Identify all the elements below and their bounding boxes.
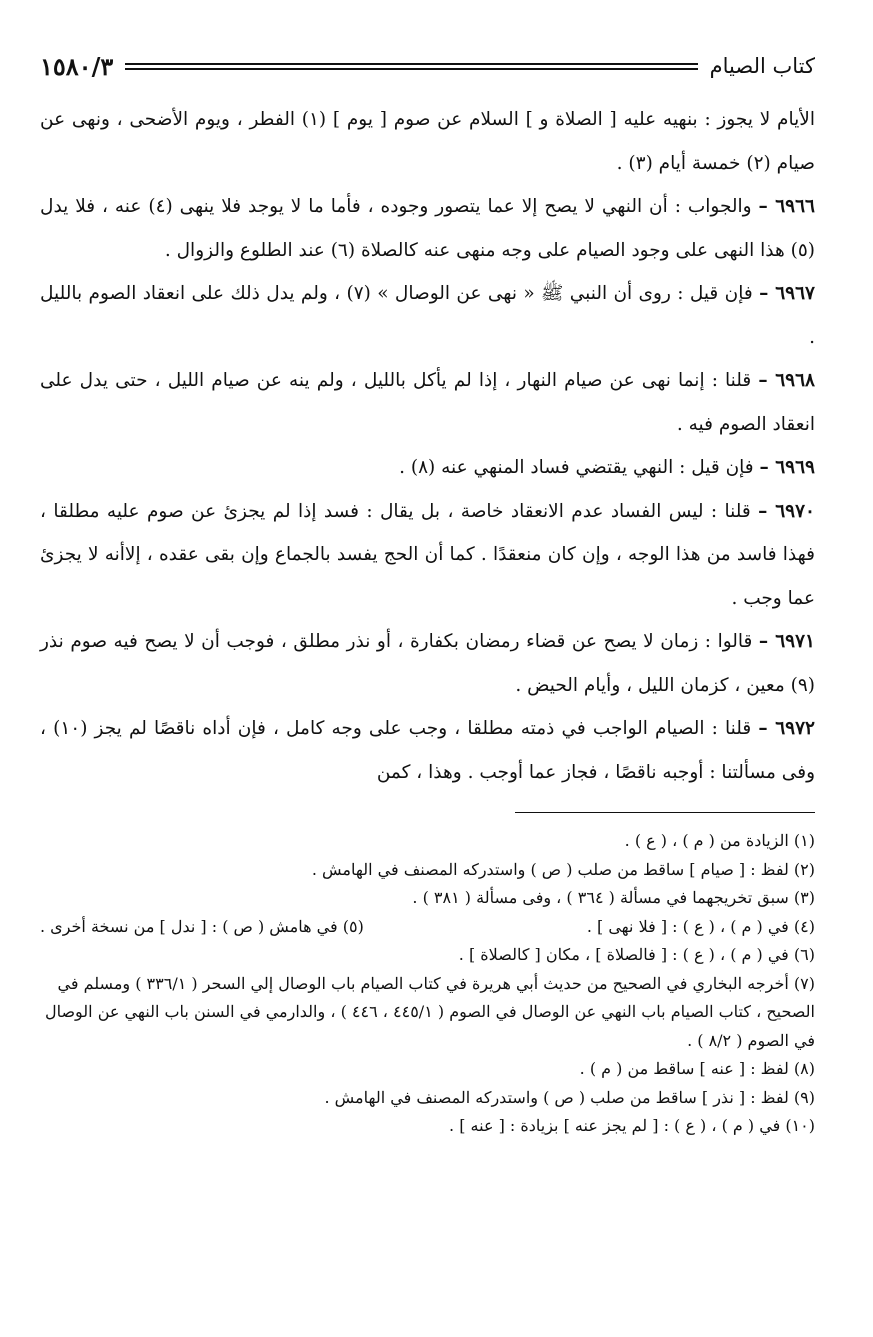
main-text xyxy=(40,98,815,794)
paragraph-text: قلنا : ليس الفساد عدم الانعقاد خاصة ، بل يقال : فسد إذا لم يجزئ عن صوم عليه مطلقا ، فهذا فاسد من هذا الوجه ، وإن كان منعقدًا . كما أن الحج يفسد بالجماع وإن بقى عقده ، إلاأنه لا يجزئ عما وجب . xyxy=(40,500,815,609)
paragraph xyxy=(40,185,815,272)
footnote: (٥) في هامش ( ص ) : [ ندل ] من نسخة أخرى . xyxy=(40,916,364,936)
paragraph-number: ٦٩٧١ – xyxy=(758,631,815,652)
footnote: (١٠) في ( م ) ، ( ع ) : [ لم يجز عنه ] بزيادة : [ عنه ] . xyxy=(449,1116,815,1135)
paragraph-number: ٦٩٧٢ – xyxy=(758,718,815,739)
paragraph-number: ٦٩٦٩ – xyxy=(759,457,815,478)
paragraph xyxy=(40,490,815,621)
footnote-row xyxy=(40,913,815,942)
chapter-title: كتاب الصيام xyxy=(709,54,815,78)
footnote: (٨) لفظ : [ عنه ] ساقط من ( م ) . xyxy=(579,1059,815,1078)
paragraph-text: فإن قيل : النهي يقتضي فساد المنهي عنه (٨) . xyxy=(399,457,760,478)
footnote-divider xyxy=(515,812,815,813)
book-page xyxy=(40,38,815,1317)
paragraph-number: ٦٩٧٠ – xyxy=(758,500,815,522)
paragraph-text: الأيام لا يجوز : بنهيه عليه [ الصلاة و ] السلام عن صوم [ يوم ] (١) الفطر ، ويوم الأضحى ، ونهى عن صيام (٢) خمسة أيام (٣) . xyxy=(40,109,815,174)
footnote: (٤) في ( م ) ، ( ع ) : [ فلا نهى ] . xyxy=(586,916,815,936)
paragraph xyxy=(40,98,815,185)
footnote: (٣) سبق تخريجهما في مسألة ( ٣٦٤ ) ، وفى مسألة ( ٣٨١ ) . xyxy=(412,888,815,907)
footnote: (١) الزيادة من ( م ) ، ( ع ) . xyxy=(624,831,815,850)
footnote: (٢) لفظ : [ صيام ] ساقط من صلب ( ص ) واستدركه المصنف في الهامش . xyxy=(311,859,815,879)
paragraph xyxy=(40,620,815,707)
paragraph xyxy=(40,359,815,446)
paragraph xyxy=(40,272,815,359)
paragraph xyxy=(40,707,815,794)
footnote: (٦) في ( م ) ، ( ع ) : [ فالصلاة ] ، مكان [ كالصلاة ] . xyxy=(458,945,815,964)
footnote: (٧) أخرجه البخاري في الصحيح من حديث أبي هريرة في كتاب الصيام باب الوصال إلي السحر ( ٣٣٦/١ ) ومسلم في الصحيح ، كتاب الصيام باب النهي عن الوصال في الصوم ( ٤٤٥/١ ، ٤٤٦ ) ، والدارمي في السنن باب النهي عن الوصال في الصوم ( ٨/٢ ) . xyxy=(44,973,815,1050)
header-double-rule xyxy=(125,63,697,70)
footnotes xyxy=(40,827,815,1141)
paragraph-number: ٦٩٦٧ – xyxy=(759,283,815,304)
paragraph-number: ٦٩٦٦ – xyxy=(758,196,815,217)
page-header xyxy=(40,38,815,94)
paragraph-text: قلنا : الصيام الواجب في ذمته مطلقا ، وجب على وجه كامل ، فإن أداه ناقصًا لم يجز (١٠) ، وفى مسألتنا : أوجبه ناقصًا ، فجاز عما أوجب . وهذا ، كمن xyxy=(40,718,815,783)
paragraph-text: فإن قيل : روى أن النبي ﷺ « نهى عن الوصال » (٧) ، ولم يدل ذلك على انعقاد الصوم بالليل . xyxy=(40,283,815,348)
footnote: (٩) لفظ : [ نذر ] ساقط من صلب ( ص ) واستدركه المصنف في الهامش . xyxy=(324,1087,815,1107)
paragraph-text: والجواب : أن النهي لا يصح إلا عما يتصور وجوده ، فأما ما لا يوجد فلا ينهى (٤) عنه ، فلا يدل (٥) هذا النهى على وجود الصيام على وجه منهى عنه كالصلاة (٦) عند الطلوع والزوال . xyxy=(40,196,815,261)
paragraph-number: ٦٩٦٨ – xyxy=(758,370,815,391)
paragraph xyxy=(40,446,815,490)
paragraph-text: قلنا : إنما نهى عن صيام النهار ، إذا لم يأكل بالليل ، ولم ينه عن صيام الليل ، حتى يدل على انعقاد الصوم فيه . xyxy=(40,370,815,435)
page-number: ١٥٨٠/٣ xyxy=(40,51,114,81)
paragraph-text: قالوا : زمان لا يصح عن قضاء رمضان بكفارة ، أو نذر مطلق ، فوجب أن لا يصح فيه صوم نذر (٩) معين ، كزمان الليل ، وأيام الحيض . xyxy=(40,631,815,696)
